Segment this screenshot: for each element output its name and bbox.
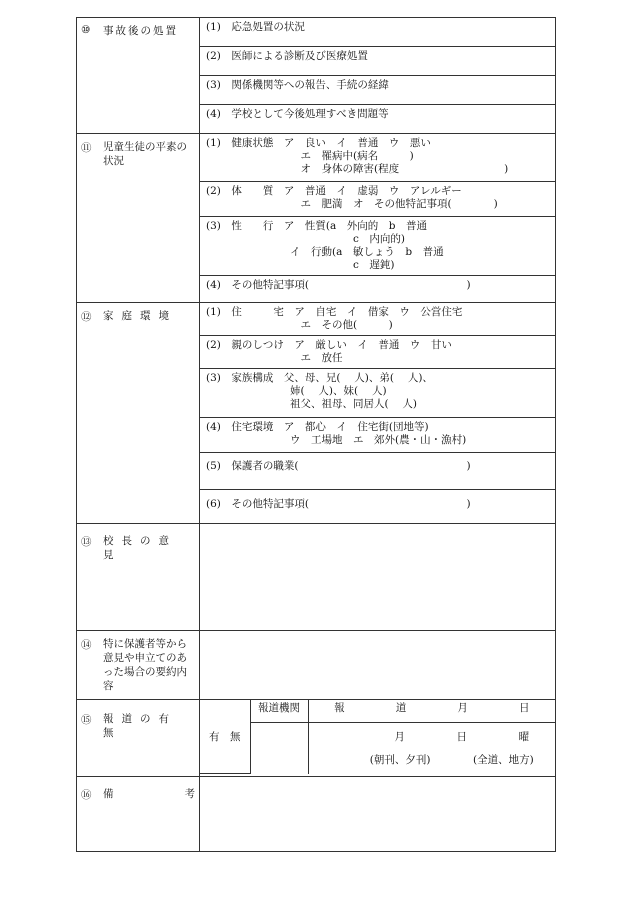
section-13-label-cell [77, 524, 200, 631]
section-10-row [77, 18, 556, 134]
section-13-number: ⑬ [81, 536, 92, 548]
item-line: オ 身体の障害(程度 ) [206, 163, 509, 175]
item-line: c 内向的) [206, 233, 405, 245]
item-line: 祖父、祖母、同居人( 人) [206, 398, 418, 410]
item-line: (4) その他特記事項( ) [206, 279, 471, 291]
section-14-row [77, 631, 556, 700]
item-line: (5) 保護者の職業( ) [206, 460, 471, 472]
press-weekday-label: 曜 [518, 731, 530, 743]
section-11-label-cell [77, 134, 200, 303]
section-10-number: ⑩ [81, 24, 91, 36]
section-15-row [77, 700, 556, 777]
press-date-header [308, 700, 555, 722]
press-agency-value[interactable] [250, 722, 308, 774]
press-agency-header [250, 700, 308, 722]
press-agency-label: 報道機関 [258, 702, 300, 714]
item-line: (4) 住宅環境 ア 都心 イ 住宅街(団地等) [206, 421, 429, 433]
section-15-number: ⑮ [81, 714, 92, 726]
item-line: c 遅鈍) [206, 259, 395, 271]
report-form-table [76, 17, 556, 852]
item-line: (2) 親のしつけ ア 厳しい イ 普通 ウ 甘い [206, 339, 452, 351]
section-16-label [103, 787, 195, 802]
item-line: (1) 住 宅 ア 自宅 イ 借家 ウ 公営住宅 [206, 306, 463, 318]
section-12-label-cell [77, 303, 200, 524]
section-12-item-2[interactable] [200, 335, 555, 368]
item-line: エ その他( ) [206, 319, 393, 331]
press-date-header-char: 道 [395, 702, 407, 714]
item-line: (2) 医師による診断及び医療処置 [206, 50, 368, 62]
section-12-item-4[interactable] [200, 417, 555, 452]
section-14-number: ⑭ [81, 639, 92, 651]
section-11-label: 児童生徒の平素の状況 [103, 141, 187, 167]
item-line: (6) その他特記事項( ) [206, 498, 471, 510]
section-10-label-cell [77, 18, 200, 134]
section-16-content-area[interactable] [200, 777, 556, 852]
item-line: (1) 健康状態 ア 良い イ 普通 ウ 悪い [206, 137, 431, 149]
section-15-content [200, 700, 556, 777]
section-16-label-char: 備 [103, 788, 114, 800]
section-12-row [77, 303, 556, 524]
press-date-header-char: 報 [334, 702, 345, 714]
item-line: (1) 応急処置の状況 [206, 21, 305, 33]
section-11-number: ⑪ [81, 142, 92, 154]
section-15-label-cell [77, 700, 200, 777]
item-line: エ 罹病中(病名 ) [206, 150, 414, 162]
item-line: エ 肥満 オ その他特記事項( ) [206, 198, 498, 210]
press-date-header-char: 月 [457, 702, 468, 714]
section-10-item-2[interactable] [200, 46, 555, 75]
press-presence-label: 有 無 [209, 731, 241, 743]
section-11-item-2[interactable] [200, 181, 555, 216]
section-12-item-3[interactable] [200, 368, 555, 417]
press-area-label: (全道、地方) [473, 754, 534, 766]
section-15-label: 報道の有無 [103, 713, 177, 739]
press-day-label: 日 [456, 731, 467, 743]
section-14-label: 特に保護者等から意見や申立てのあった場合の要約内容 [103, 638, 187, 692]
item-line: (3) 性 行 ア 性質(a 外向的 b 普通 [206, 220, 427, 232]
section-12-item-5[interactable] [200, 452, 555, 489]
section-10-label-text: 事故後の処置 [103, 25, 178, 37]
section-12-content [200, 303, 556, 524]
section-13-content-area[interactable] [200, 524, 556, 631]
section-11-item-4[interactable] [200, 275, 555, 302]
section-13-label: 校長の意見 [103, 535, 177, 561]
item-line: 姉( 人)、妹( 人) [206, 385, 387, 397]
press-date-value[interactable] [308, 722, 555, 774]
press-presence-cell[interactable] [200, 700, 250, 774]
section-10-label [103, 24, 195, 38]
section-11-content [200, 134, 556, 303]
section-10-item-3[interactable] [200, 75, 555, 104]
section-12-number: ⑫ [81, 311, 92, 323]
press-edition-label: (朝刊、夕刊) [369, 754, 431, 766]
item-line: (3) 家族構成 父、母、兄( 人)、弟( 人)、 [206, 372, 433, 384]
section-10-item-4[interactable] [200, 104, 555, 133]
item-line: (3) 関係機関等への報告、手続の経緯 [206, 79, 389, 91]
section-11-row [77, 134, 556, 303]
item-line: (4) 学校として今後処理すべき問題等 [206, 108, 389, 120]
section-10-content [200, 18, 556, 134]
press-month-label: 月 [394, 731, 405, 743]
section-13-row [77, 524, 556, 631]
section-11-item-3[interactable] [200, 216, 555, 275]
section-16-number: ⑯ [81, 789, 92, 801]
item-line: エ 放任 [206, 352, 343, 364]
press-report-table [200, 700, 555, 774]
section-11-item-1[interactable] [200, 134, 555, 181]
section-16-label-cell [77, 777, 200, 852]
section-10-item-1[interactable] [200, 18, 555, 46]
item-line: イ 行動(a 敏しょう b 普通 [206, 246, 444, 258]
section-16-row [77, 777, 556, 852]
section-14-content-area[interactable] [200, 631, 556, 700]
item-line: ウ 工場地 エ 郊外(農・山・漁村) [206, 434, 467, 446]
section-12-item-1[interactable] [200, 303, 555, 335]
press-date-header-char: 日 [518, 702, 530, 714]
section-12-item-6[interactable] [200, 489, 555, 523]
item-line: (2) 体 質 ア 普通 イ 虚弱 ウ アレルギー [206, 185, 462, 197]
section-12-label: 家庭環境 [103, 310, 177, 322]
section-16-label-char: 考 [184, 788, 195, 800]
section-14-label-cell [77, 631, 200, 700]
